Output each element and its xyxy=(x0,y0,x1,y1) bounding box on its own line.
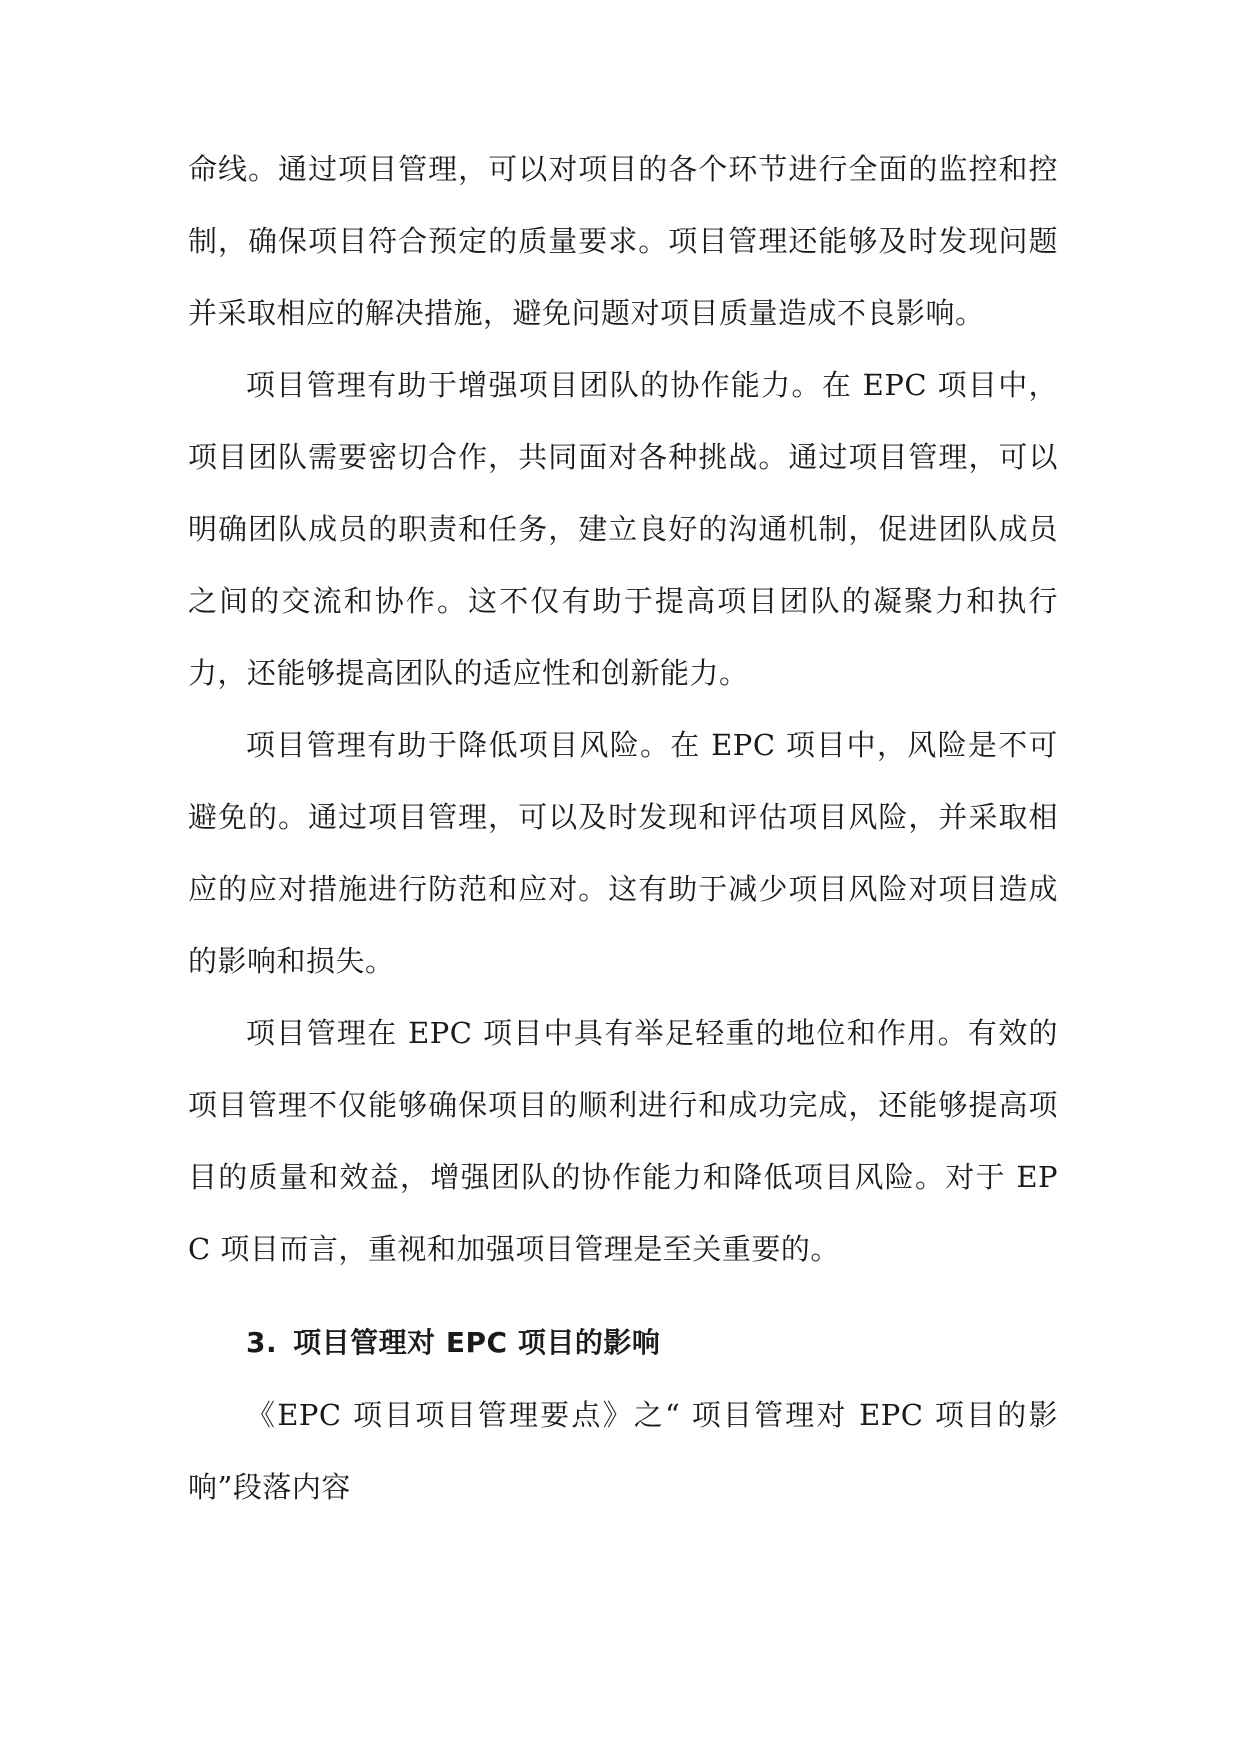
section-number: 3. xyxy=(246,1326,278,1359)
section-title: 项目管理对 EPC 项目的影响 xyxy=(293,1326,661,1359)
paragraph-continuation: 命线。通过项目管理，可以对项目的各个环节进行全面的监控和控制，确保项目符合预定的质量要求。项目管理还能够及时发现问题并采取相应的解决措施，避免问题对项目质量造成不良影响。 xyxy=(188,152,1058,330)
paragraph-team-collaboration: 项目管理有助于增强项目团队的协作能力。在 EPC 项目中，项目团队需要密切合作，共同面对各种挑战。通过项目管理，可以明确团队成员的职责和任务，建立良好的沟通机制，促进团队成员之间的交流和协作。这不仅有助于提高项目团队的凝聚力和执行力，还能够提高团队的适应性和创新能力。 xyxy=(188,368,1058,690)
section-heading xyxy=(188,1307,1058,1379)
paragraph-section-intro: 《EPC 项目项目管理要点》之“ 项目管理对 EPC 项目的影响”段落内容 xyxy=(188,1398,1058,1504)
paragraph-summary: 项目管理在 EPC 项目中具有举足轻重的地位和作用。有效的项目管理不仅能够确保项目的顺利进行和成功完成，还能够提高项目的质量和效益，增强团队的协作能力和降低项目风险。对于 EPC 项目而言，重视和加强项目管理是至关重要的。 xyxy=(188,1016,1058,1266)
document-page xyxy=(188,133,1058,1523)
paragraph-risk-reduction: 项目管理有助于降低项目风险。在 EPC 项目中，风险是不可避免的。通过项目管理，可以及时发现和评估项目风险，并采取相应的应对措施进行防范和应对。这有助于减少项目风险对项目造成的影响和损失。 xyxy=(188,728,1058,978)
